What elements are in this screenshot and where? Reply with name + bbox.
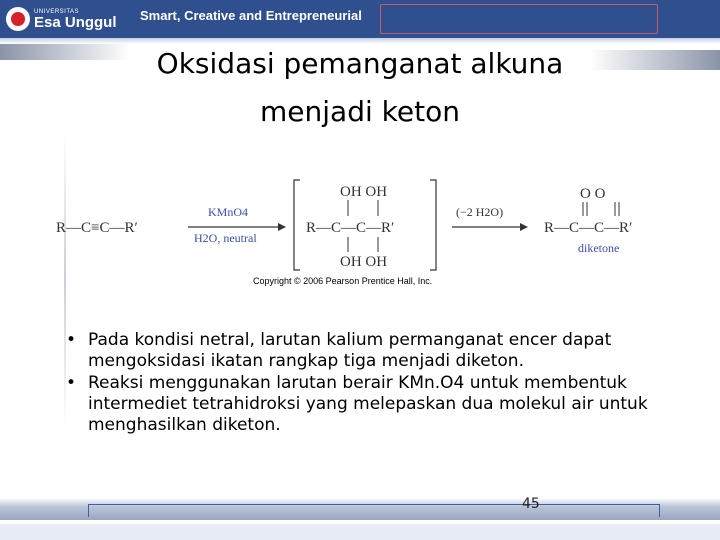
bullet-item [66, 330, 666, 372]
logo-name: Esa Unggul [34, 13, 117, 31]
footer-decor-line [88, 504, 660, 517]
reaction-scheme [50, 172, 670, 282]
intermediate-bottom: OH OH [340, 254, 388, 270]
footer-bottom [0, 524, 720, 540]
bullet-dot-icon: • [66, 330, 77, 350]
bracket-left [294, 180, 300, 270]
title-line-2: menjadi keton [260, 95, 460, 128]
page-number: 45 [522, 496, 540, 512]
intermediate-middle: R—C—C—R′ [306, 220, 395, 236]
bullet-dot-icon: • [66, 373, 77, 393]
reagent-top: KMnO4 [208, 205, 249, 219]
logo-subtitle: UNIVERSITAS [34, 8, 80, 15]
intermediate-top: OH OH [340, 184, 388, 200]
bullet-text: Pada kondisi netral, larutan kalium permanganat encer dapat mengoksidasi ikatan rangkap tiga menjadi diketon. [88, 330, 612, 371]
reactant-formula: R—C≡C—R′ [56, 220, 138, 236]
university-logo [6, 4, 126, 34]
product-name: diketone [578, 241, 620, 255]
header-decor-box [380, 4, 658, 34]
reagent-bottom: H2O, neutral [194, 231, 257, 245]
water-loss-label: (−2 H2O) [456, 205, 504, 219]
logo-emblem-icon [6, 7, 30, 31]
bracket-right [430, 180, 436, 270]
arrow-head-1 [278, 223, 286, 231]
slide-title [110, 40, 610, 136]
tagline: Smart, Creative and Entrepreneurial [140, 8, 362, 23]
title-line-1: Oksidasi pemanganat alkuna [156, 47, 564, 80]
product-top: O O [580, 186, 606, 202]
bullet-item [66, 373, 666, 436]
bullet-list [66, 330, 666, 437]
header-bar [0, 0, 720, 38]
arrow-head-2 [520, 223, 528, 231]
product-middle: R—C—C—R′ [544, 220, 633, 236]
bullet-text: Reaksi menggunakan larutan berair KMn.O4 untuk membentuk intermediet tetrahidroksi yang melepaskan dua molekul air untuk menghasilkan diketon. [88, 373, 648, 435]
figure-copyright: Copyright © 2006 Pearson Prentice Hall, Inc. [253, 276, 433, 286]
